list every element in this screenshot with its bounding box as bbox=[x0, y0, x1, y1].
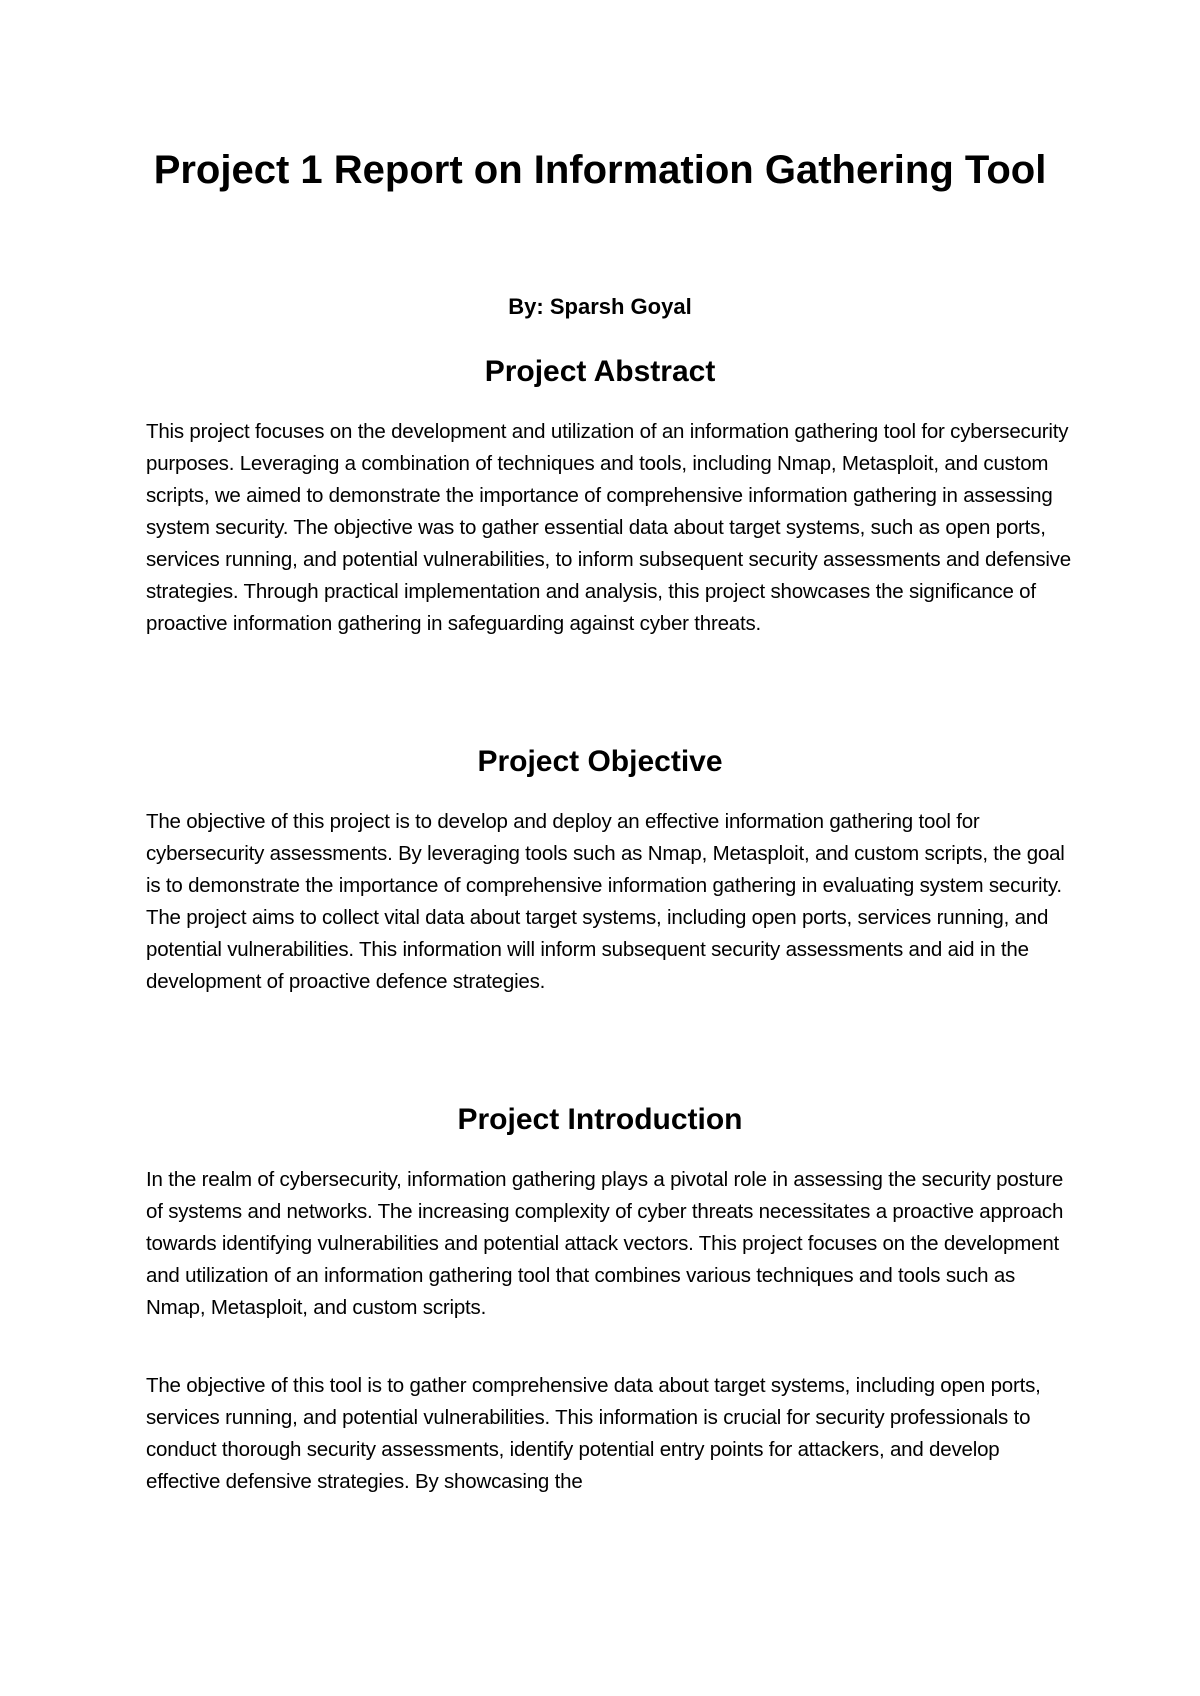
document-title: Project 1 Report on Information Gathering Tool bbox=[153, 148, 1047, 192]
abstract-paragraph: This project focuses on the development and utilization of an information gathering tool for cybersecurity purposes. Leveraging a combination of techniques and tools, including Nmap, Metasploit, and custom scripts, we aimed to demonstrate the importance of comprehensive information gathering in assessing system security. The objective was to gather essential data about target systems, such as open ports, services running, and potential vulnerabilities, to inform subsequent security assessments and defensive strategies. Through practical implementation and analysis, this project showcases the significance of proactive information gathering in safeguarding against cyber threats. bbox=[146, 420, 1071, 635]
section-heading-objective: Project Objective bbox=[477, 745, 723, 778]
section-heading-introduction: Project Introduction bbox=[457, 1103, 743, 1136]
objective-paragraph: The objective of this project is to develop and deploy an effective information gathering tool for cybersecurity assessments. By leveraging tools such as Nmap, Metasploit, and custom scripts, the goal is to demonstrate the importance of comprehensive information gathering in evaluating system security. The project aims to collect vital data about target systems, including open ports, services running, and potential vulnerabilities. This information will inform subsequent security assessments and aid in the development of proactive defence strategies. bbox=[146, 810, 1065, 993]
introduction-paragraph-2: The objective of this tool is to gather comprehensive data about target systems, including open ports, services running, and potential vulnerabilities. This information is crucial for security professionals to conduct thorough security assessments, identify potential entry points for attackers, and develop effective defensive strategies. By showcasing the bbox=[146, 1374, 1041, 1493]
section-heading-abstract: Project Abstract bbox=[484, 355, 716, 388]
author-byline: By: Sparsh Goyal bbox=[508, 294, 692, 319]
introduction-paragraph-1: In the realm of cybersecurity, information gathering plays a pivotal role in assessing the security posture of systems and networks. The increasing complexity of cyber threats necessitates a proactive approach towards identifying vulnerabilities and potential attack vectors. This project focuses on the development and utilization of an information gathering tool that combines various techniques and tools such as Nmap, Metasploit, and custom scripts. bbox=[146, 1168, 1064, 1319]
